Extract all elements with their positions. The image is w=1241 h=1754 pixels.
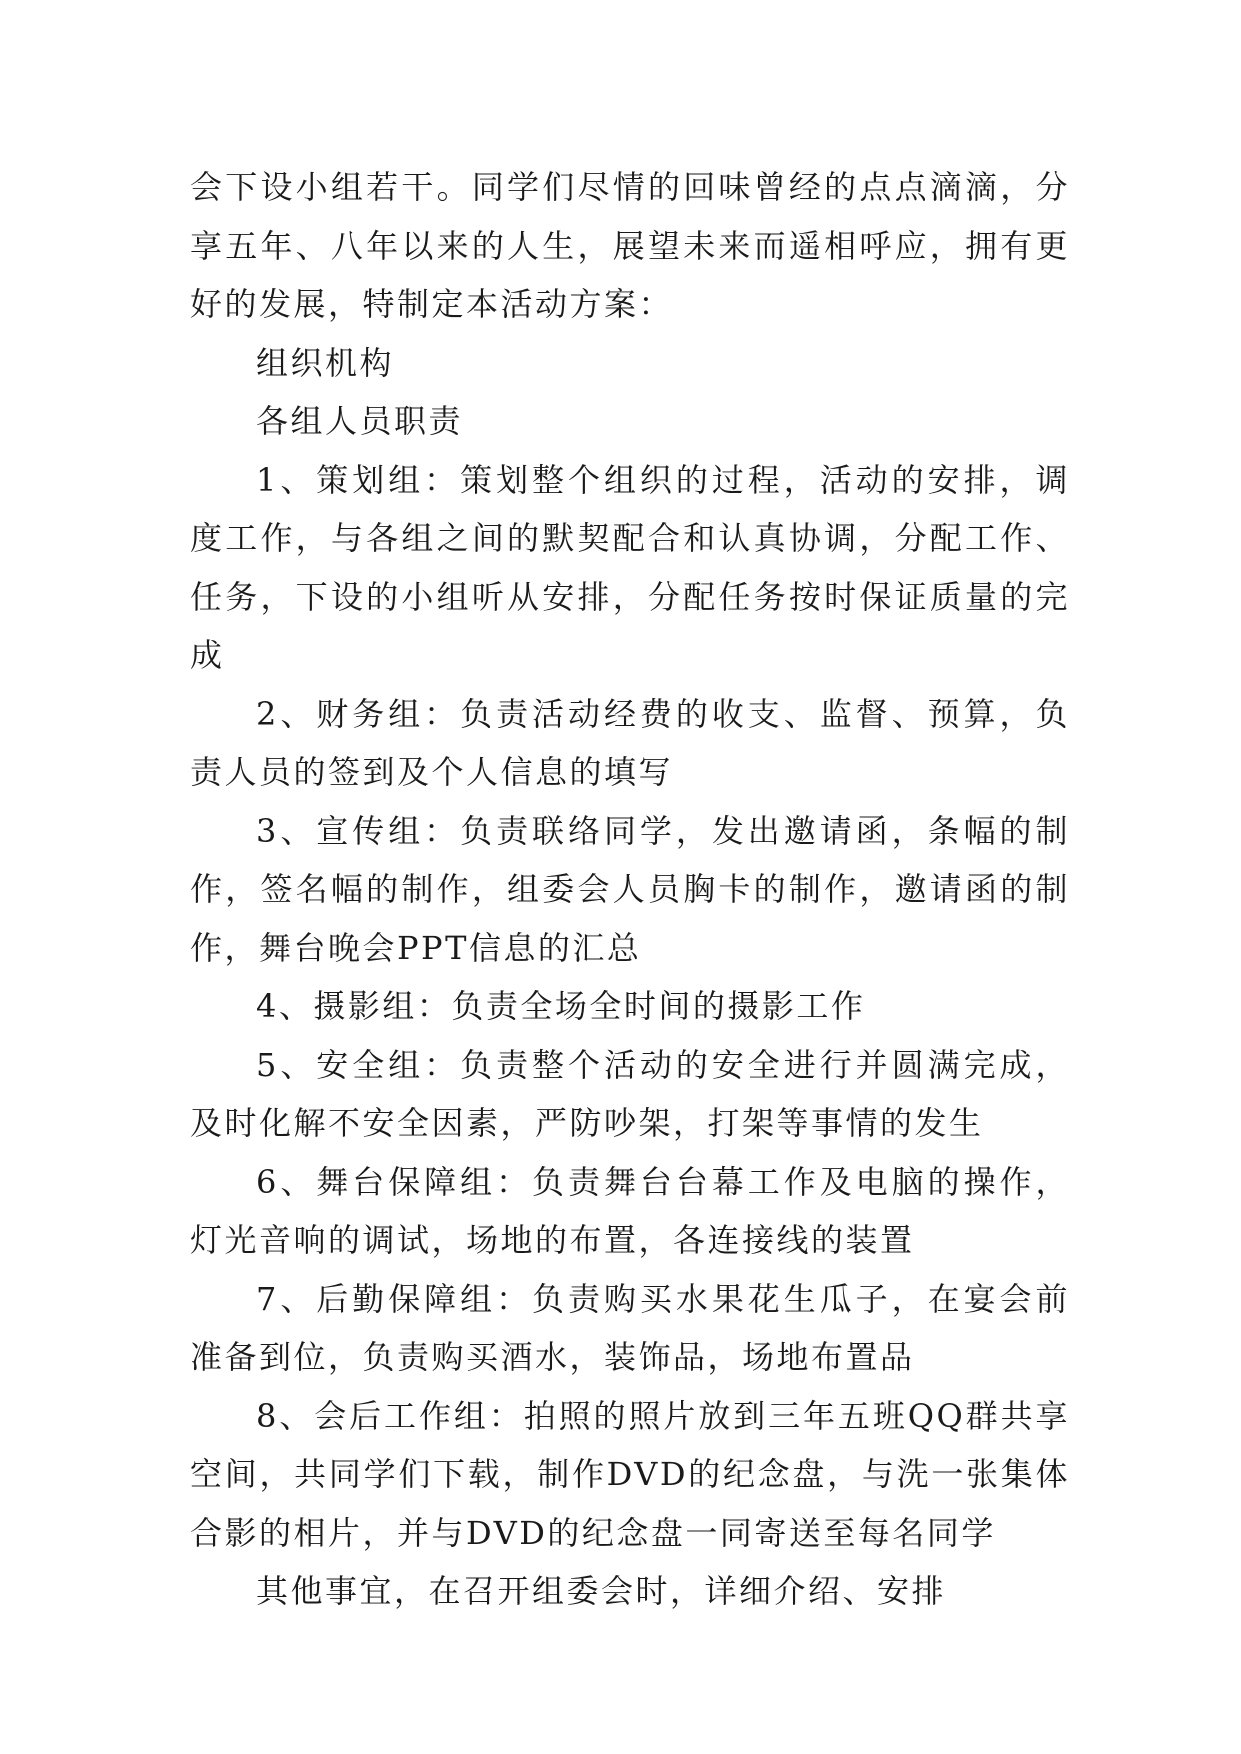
paragraph-publicity-group: 3、宣传组：负责联络同学，发出邀请函，条幅的制作，签名幅的制作，组委会人员胸卡的制作，邀请函的制作，舞台晚会PPT信息的汇总 — [190, 811, 1070, 967]
paragraph-post-event-group: 8、会后工作组：拍照的照片放到三年五班QQ群共享空间，共同学们下载，制作DVD的纪念盘，与洗一张集体合影的相片，并与DVD的纪念盘一同寄送至每名同学 — [190, 1396, 1070, 1552]
paragraph-security-group: 5、安全组：负责整个活动的安全进行并圆满完成，及时化解不安全因素，严防吵架，打架等事情的发生 — [190, 1045, 1070, 1142]
paragraph-finance-group: 2、财务组：负责活动经费的收支、监督、预算，负责人员的签到及个人信息的填写 — [190, 694, 1070, 791]
paragraph-intro-continued: 会下设小组若干。同学们尽情的回味曾经的点点滴滴，分享五年、八年以来的人生，展望未来而遥相呼应，拥有更好的发展，特制定本活动方案： — [190, 168, 1070, 323]
paragraph-logistics-group: 7、后勤保障组：负责购买水果花生瓜子，在宴会前准备到位，负责购买酒水，装饰品，场地布置品 — [190, 1279, 1070, 1376]
document-body — [190, 158, 1070, 1621]
heading-group-duties: 各组人员职责 — [256, 402, 464, 440]
paragraph-other-matters: 其他事宜，在召开组委会时，详细介绍、安排 — [256, 1572, 947, 1610]
heading-organization: 组织机构 — [256, 343, 395, 382]
paragraph-photography-group: 4、摄影组：负责全场全时间的摄影工作 — [256, 987, 866, 1025]
paragraph-planning-group: 1、策划组：策划整个组织的过程，活动的安排，调度工作，与各组之间的默契配合和认真协调，分配工作、任务，下设的小组听从安排，分配任务按时保证质量的完成 — [190, 460, 1070, 674]
paragraph-stage-group: 6、舞台保障组：负责舞台台幕工作及电脑的操作，灯光音响的调试，场地的布置，各连接线的装置 — [190, 1162, 1070, 1259]
